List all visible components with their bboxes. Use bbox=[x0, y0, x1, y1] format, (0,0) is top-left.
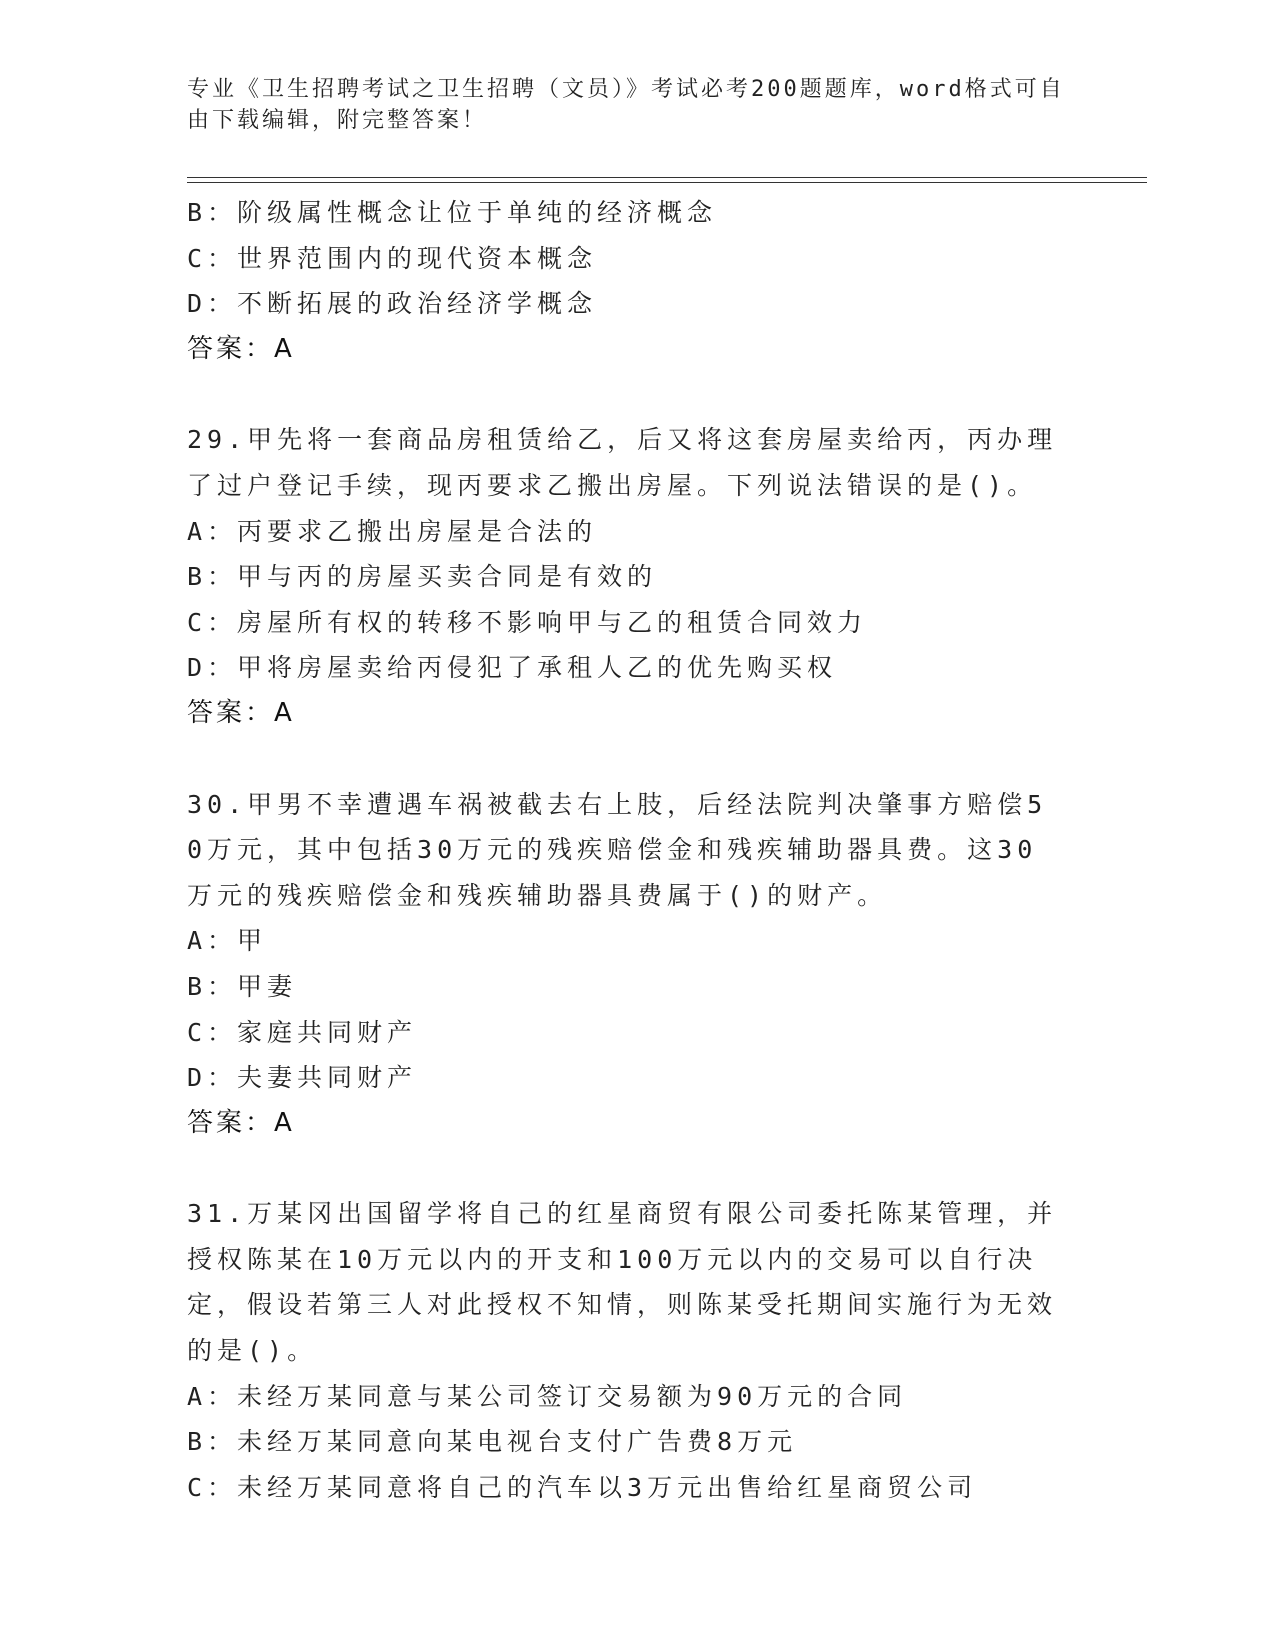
option-c: C：世界范围内的现代资本概念 bbox=[187, 243, 598, 273]
option-b: B：甲与丙的房屋买卖合同是有效的 bbox=[187, 562, 658, 592]
spacer bbox=[187, 1146, 1087, 1191]
option-c: C：房屋所有权的转移不影响甲与乙的租赁合同效力 bbox=[187, 607, 868, 637]
option-b: B：未经万某同意向某电视台支付广告费8万元 bbox=[187, 1427, 798, 1457]
header-divider-top bbox=[187, 177, 1147, 178]
option-b: B：甲妻 bbox=[187, 971, 298, 1001]
question-stem: 29.甲先将一套商品房租赁给乙，后又将这套房屋卖给丙，丙办理了过户登记手续，现丙要求乙搬出房屋。下列说法错误的是()。 bbox=[187, 425, 1058, 500]
question-31 bbox=[187, 1191, 1087, 1510]
question-28-continued bbox=[187, 190, 1087, 372]
option-a: A：未经万某同意与某公司签订交易额为90万元的合同 bbox=[187, 1381, 908, 1411]
question-stem: 31.万某冈出国留学将自己的红星商贸有限公司委托陈某管理，并授权陈某在10万元以内的开支和100万元以内的交易可以自行决定，假设若第三人对此授权不知情，则陈某受托期间实施行为无效的是()。 bbox=[187, 1199, 1058, 1366]
option-a: A：甲 bbox=[187, 926, 268, 956]
option-b: B：阶级属性概念让位于单纯的经济概念 bbox=[187, 198, 718, 227]
header-divider-bottom bbox=[187, 182, 1147, 183]
option-c: C：未经万某同意将自己的汽车以3万元出售给红星商贸公司 bbox=[187, 1472, 978, 1502]
option-d: D：夫妻共同财产 bbox=[187, 1063, 418, 1093]
option-d: D：甲将房屋卖给丙侵犯了承租人乙的优先购买权 bbox=[187, 653, 838, 683]
spacer bbox=[187, 737, 1087, 782]
answer-label: 答案：A bbox=[187, 697, 295, 728]
question-stem: 30.甲男不幸遭遇车祸被截去右上肢，后经法院判决肇事方赔偿50万元，其中包括30万元的残疾赔偿金和残疾辅助器具费。这30万元的残疾赔偿金和残疾辅助器具费属于()的财产。 bbox=[187, 789, 1048, 910]
option-d: D：不断拓展的政治经济学概念 bbox=[187, 289, 598, 319]
answer-label: 答案：A bbox=[187, 333, 295, 364]
option-a: A：丙要求乙搬出房屋是合法的 bbox=[187, 516, 598, 546]
option-c: C：家庭共同财产 bbox=[187, 1017, 418, 1047]
question-29 bbox=[187, 417, 1087, 736]
spacer bbox=[187, 372, 1087, 417]
answer-label: 答案：A bbox=[187, 1107, 295, 1138]
document-header: 专业《卫生招聘考试之卫生招聘（文员）》考试必考200题题库，word格式可自由下载编辑，附完整答案！ bbox=[187, 77, 1065, 133]
question-30 bbox=[187, 782, 1087, 1147]
document-body bbox=[187, 190, 1087, 1510]
